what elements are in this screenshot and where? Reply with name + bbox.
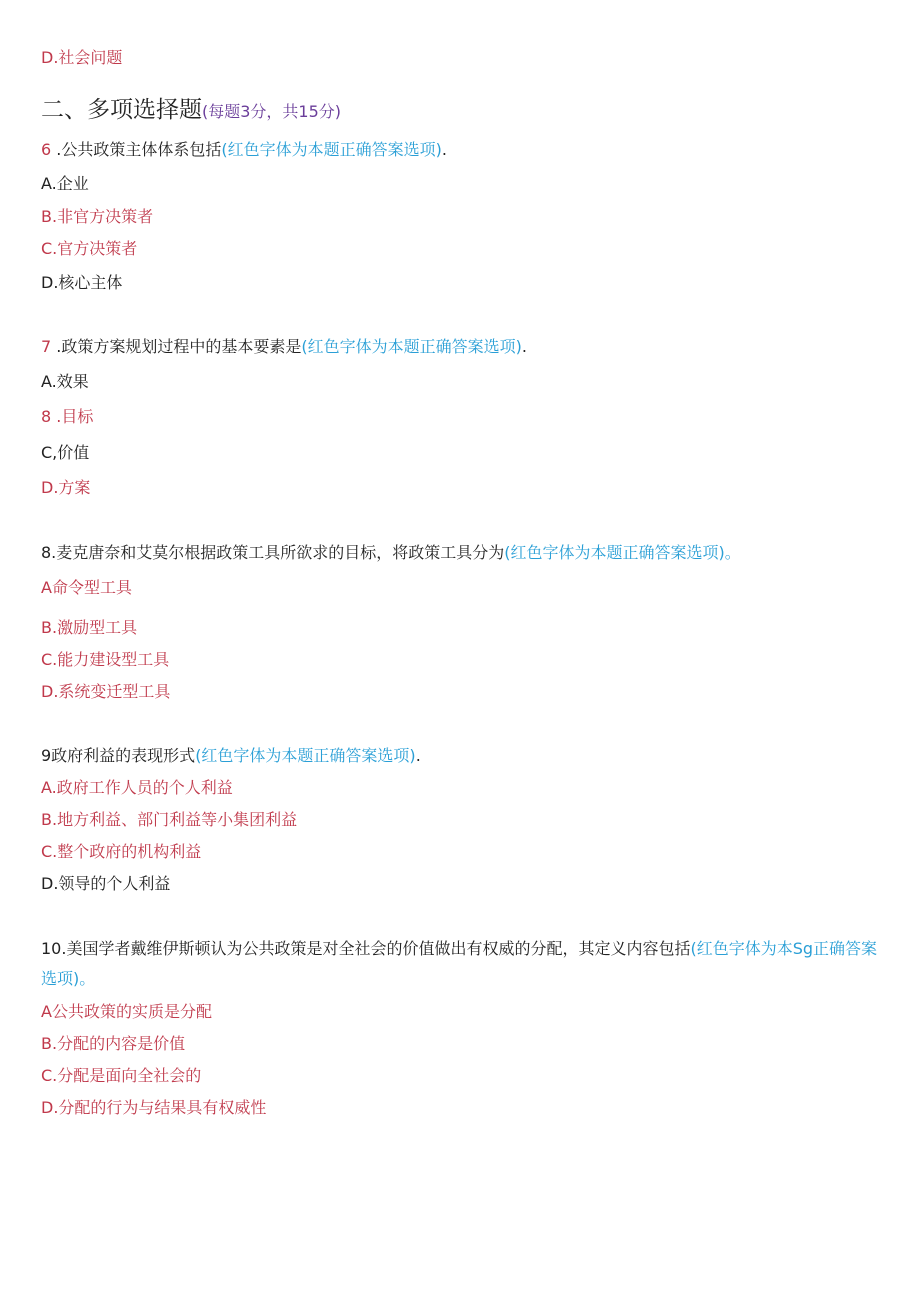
option-item: A.效果 [41,372,89,391]
question-text: .政策方案规划过程中的基本要素是 [51,337,302,356]
question-6-stem [41,139,447,161]
option-item-correct: B.分配的内容是价值 [41,1034,186,1053]
question-text: 10.美国学者戴维伊斯顿认为公共政策是对全社会的价值做出有权威的分配，其定义内容包括 [41,939,691,958]
question-text: 8.麦克唐奈和艾莫尔根据政策工具所欲求的目标，将政策工具分为 [41,543,505,562]
option-item-correct: B.地方利益、部门利益等小集团利益 [41,810,298,829]
option-item-correct: A命令型工具 [41,578,132,597]
option-item-correct: D.系统变迁型工具 [41,682,171,701]
option-item-correct: A.政府工作人员的个人利益 [41,778,233,797]
answer-hint: (红色字体为本题正确答案选项) [195,746,416,765]
option-item: D.核心主体 [41,273,123,292]
question-8-stem [41,542,741,564]
question-end: . [415,746,421,765]
question-end: . [521,337,527,356]
option-item-correct: D.方案 [41,478,91,497]
answer-hint: (红色字体为本题正确答案选项) [221,140,442,159]
section-title: 二、多项选择题 [41,97,202,123]
question-number: 7 [41,337,52,356]
section-heading [41,99,341,123]
question-7-stem [41,336,527,358]
question-10-stem [41,934,881,994]
question-number: 6 [41,140,52,159]
answer-hint: (红色字体为本Sg正确答案选项)。 [41,939,878,988]
answer-hint: (红色字体为本题正确答案选项)。 [504,543,741,562]
option-item: C,价值 [41,443,90,462]
option-item-correct: B.非官方决策者 [41,207,154,226]
option-item: A.企业 [41,174,89,193]
option-item-correct: C.整个政府的机构利益 [41,842,202,861]
option-item-correct: C.能力建设型工具 [41,650,170,669]
option-item: D.领导的个人利益 [41,874,171,893]
option-item-correct: B.激励型工具 [41,618,138,637]
question-end: . [441,140,447,159]
option-item-correct: C.官方决策者 [41,239,138,258]
option-item-correct: D.分配的行为与结果具有权威性 [41,1098,267,1117]
question-text: 9政府利益的表现形式 [41,746,196,765]
section-note: (每题3分，共15分) [202,102,342,121]
answer-hint: (红色字体为本题正确答案选项) [301,337,522,356]
option-item-correct: 8 .目标 [41,407,94,426]
question-9-stem [41,745,421,767]
prev-option-d: D.社会问题 [41,48,123,67]
option-item-correct: C.分配是面向全社会的 [41,1066,202,1085]
question-text: .公共政策主体体系包括 [51,140,222,159]
option-item-correct: A公共政策的实质是分配 [41,1002,212,1021]
